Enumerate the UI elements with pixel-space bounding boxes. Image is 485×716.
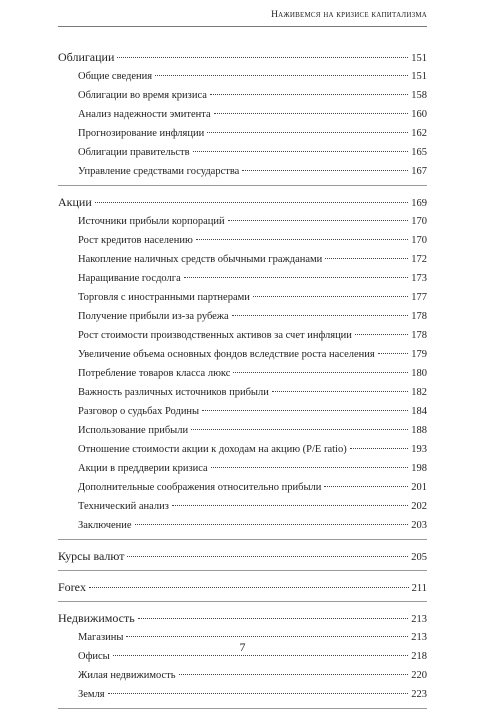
toc-entry-row <box>58 67 427 86</box>
toc-entry-title: Накопление наличных средств обычными гражданами <box>78 254 323 265</box>
toc-chapter-title: Недвижимость <box>58 611 135 625</box>
toc-entry-title: Управление средствами государства <box>78 166 240 177</box>
toc-page-number: 178 <box>411 330 427 341</box>
toc-leader-dots <box>207 132 408 133</box>
toc-chapter-row <box>58 609 427 628</box>
toc-entry-row <box>58 383 427 402</box>
toc-leader-dots <box>214 113 409 114</box>
toc-leader-dots <box>95 202 408 203</box>
toc-entry-title: Анализ надежности эмитента <box>78 109 211 120</box>
toc-page-number: 170 <box>411 235 427 246</box>
table-of-contents <box>58 48 427 716</box>
toc-chapter-row <box>58 547 427 566</box>
toc-entry-title: Рост кредитов населению <box>78 235 193 246</box>
toc-leader-dots <box>350 448 409 449</box>
toc-entry-title: Офисы <box>78 651 110 662</box>
page-number: 7 <box>239 640 246 654</box>
toc-page-number: 203 <box>411 520 427 531</box>
toc-entry-title: Облигации правительств <box>78 147 190 158</box>
toc-leader-dots <box>113 655 409 656</box>
toc-leader-dots <box>232 315 409 316</box>
toc-page-number: 180 <box>411 368 427 379</box>
toc-page-number: 179 <box>411 349 427 360</box>
toc-leader-dots <box>193 151 409 152</box>
toc-page-number: 182 <box>411 387 427 398</box>
toc-entry-row <box>58 269 427 288</box>
toc-leader-dots <box>89 587 409 588</box>
toc-entry-title: Отношение стоимости акции к доходам на акцию (P/E ratio) <box>78 444 347 455</box>
toc-entry-row <box>58 124 427 143</box>
toc-leader-dots <box>126 636 408 637</box>
toc-page-number: 178 <box>411 311 427 322</box>
toc-entry-row <box>58 666 427 685</box>
toc-entry-row <box>58 250 427 269</box>
toc-page-number: 188 <box>411 425 427 436</box>
toc-entry-row <box>58 459 427 478</box>
toc-section <box>58 547 427 571</box>
header-rule <box>58 26 427 27</box>
toc-entry-title: Потребление товаров класса люкс <box>78 368 231 379</box>
toc-section <box>58 578 427 602</box>
toc-page-number: 151 <box>411 53 427 64</box>
toc-section <box>58 609 427 709</box>
toc-leader-dots <box>179 674 409 675</box>
toc-entry-row <box>58 326 427 345</box>
toc-entry-row <box>58 478 427 497</box>
toc-entry-title: Важность различных источников прибыли <box>78 387 269 398</box>
toc-leader-dots <box>191 429 408 430</box>
toc-page-number: 223 <box>411 689 427 700</box>
toc-leader-dots <box>228 220 409 221</box>
toc-entry-row <box>58 307 427 326</box>
toc-page-number: 211 <box>411 583 427 594</box>
toc-leader-dots <box>253 296 408 297</box>
toc-leader-dots <box>184 277 409 278</box>
toc-entry-title: Общие сведения <box>78 71 153 82</box>
toc-entry-row <box>58 212 427 231</box>
toc-chapter-row <box>58 48 427 67</box>
toc-leader-dots <box>272 391 408 392</box>
toc-page-number: 170 <box>411 216 427 227</box>
toc-leader-dots <box>127 556 408 557</box>
toc-leader-dots <box>210 94 408 95</box>
toc-entry-row <box>58 105 427 124</box>
toc-chapter-row <box>58 193 427 212</box>
toc-chapter-title: Облигации <box>58 50 115 64</box>
toc-leader-dots <box>202 410 408 411</box>
toc-entry-row <box>58 231 427 250</box>
toc-entry-row <box>58 497 427 516</box>
toc-entry-title: Прогнозирование инфляции <box>78 128 205 139</box>
toc-chapter-title: Акции <box>58 195 92 209</box>
toc-entry-row <box>58 440 427 459</box>
toc-entry-row <box>58 345 427 364</box>
toc-entry-title: Облигации во время кризиса <box>78 90 207 101</box>
toc-page-number: 213 <box>411 614 427 625</box>
toc-entry-title: Использование прибыли <box>78 425 189 436</box>
toc-page-number: 193 <box>411 444 427 455</box>
toc-page-number: 201 <box>411 482 427 493</box>
toc-page-number: 160 <box>411 109 427 120</box>
toc-page-number: 162 <box>411 128 427 139</box>
toc-leader-dots <box>135 524 409 525</box>
toc-entry-title: Наращивание госдолга <box>78 273 181 284</box>
toc-page-number: 151 <box>411 71 427 82</box>
toc-chapter-title: Курсы валют <box>58 549 125 563</box>
toc-entry-title: Источники прибыли корпораций <box>78 216 225 227</box>
toc-leader-dots <box>325 258 408 259</box>
toc-entry-title: Жилая недвижимость <box>78 670 176 681</box>
toc-entry-title: Магазины <box>78 632 124 643</box>
toc-page-number: 177 <box>411 292 427 303</box>
toc-entry-row <box>58 143 427 162</box>
toc-page-number: 167 <box>411 166 427 177</box>
toc-leader-dots <box>355 334 408 335</box>
toc-leader-dots <box>138 618 409 619</box>
toc-entry-title: Технический анализ <box>78 501 169 512</box>
toc-entry-title: Торговля с иностранными партнерами <box>78 292 250 303</box>
toc-page-number: 184 <box>411 406 427 417</box>
toc-entry-title: Рост стоимости производственных активов за счет инфляции <box>78 330 352 341</box>
toc-leader-dots <box>211 467 409 468</box>
toc-page-number: 172 <box>411 254 427 265</box>
toc-page-number: 173 <box>411 273 427 284</box>
toc-entry-title: Увеличение объема основных фондов вследствие роста населения <box>78 349 375 360</box>
toc-page-number: 213 <box>411 632 427 643</box>
toc-page-number: 220 <box>411 670 427 681</box>
toc-leader-dots <box>324 486 408 487</box>
toc-section <box>58 48 427 186</box>
toc-entry-title: Заключение <box>78 520 132 531</box>
toc-leader-dots <box>172 505 408 506</box>
toc-entry-row <box>58 421 427 440</box>
toc-entry-row <box>58 364 427 383</box>
toc-page-number: 218 <box>411 651 427 662</box>
toc-page-number: 169 <box>411 198 427 209</box>
toc-section <box>58 193 427 540</box>
toc-leader-dots <box>378 353 409 354</box>
toc-page-number: 205 <box>411 552 427 563</box>
toc-entry-row <box>58 288 427 307</box>
toc-entry-row <box>58 162 427 181</box>
toc-page-number: 158 <box>411 90 427 101</box>
toc-leader-dots <box>242 170 408 171</box>
toc-page-number: 165 <box>411 147 427 158</box>
toc-leader-dots <box>155 75 408 76</box>
toc-chapter-title: Forex <box>58 580 86 594</box>
toc-page-number: 202 <box>411 501 427 512</box>
toc-page-number: 198 <box>411 463 427 474</box>
toc-leader-dots <box>233 372 408 373</box>
running-header: Наживемся на кризисе капитализма <box>271 10 427 20</box>
toc-leader-dots <box>196 239 408 240</box>
toc-leader-dots <box>108 693 409 694</box>
toc-entry-title: Земля <box>78 689 105 700</box>
toc-chapter-row <box>58 578 427 597</box>
toc-entry-title: Получение прибыли из-за рубежа <box>78 311 229 322</box>
toc-entry-row <box>58 402 427 421</box>
toc-entry-title: Дополнительные соображения относительно прибыли <box>78 482 322 493</box>
toc-leader-dots <box>117 57 408 58</box>
toc-entry-row <box>58 516 427 535</box>
toc-entry-row <box>58 685 427 704</box>
toc-entry-title: Разговор о судьбах Родины <box>78 406 200 417</box>
toc-entry-row <box>58 86 427 105</box>
toc-entry-title: Акции в преддверии кризиса <box>78 463 208 474</box>
